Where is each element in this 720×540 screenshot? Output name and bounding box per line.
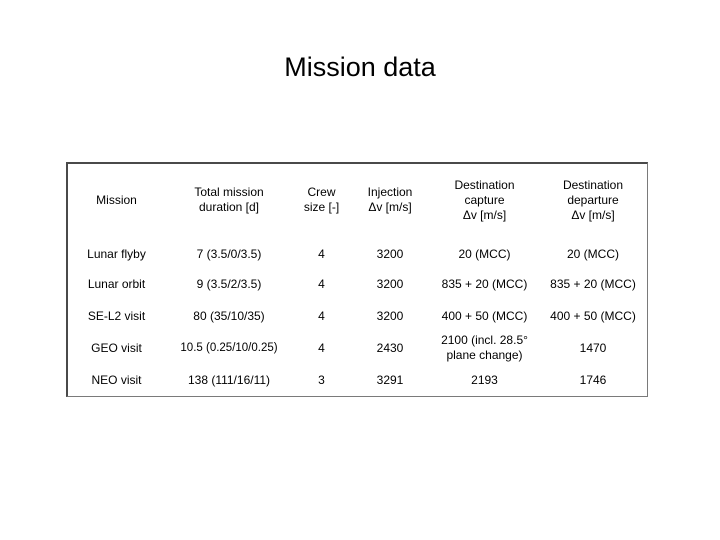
cell-mission: NEO visit: [91, 372, 142, 387]
cell-departure: 400 + 50 (MCC): [550, 308, 636, 323]
table-row: [68, 236, 647, 268]
cell-injection: 3200: [376, 276, 404, 291]
cell-capture: 400 + 50 (MCC): [441, 308, 528, 323]
header-mission: Mission: [96, 192, 137, 207]
cell-crew: 4: [318, 246, 325, 261]
cell-departure: 1746: [579, 372, 607, 387]
cell-injection: 2430: [376, 340, 404, 355]
cell-mission: Lunar orbit: [87, 276, 146, 291]
mission-table: [68, 164, 647, 396]
cell-capture: 2100 (incl. 28.5° plane change): [441, 333, 528, 362]
header-injection-dv: Injection Δv [m/s]: [367, 185, 413, 214]
cell-capture: 835 + 20 (MCC): [441, 276, 528, 291]
cell-injection: 3291: [376, 372, 404, 387]
table-header-row: [68, 164, 647, 236]
cell-duration: 7 (3.5/0/3.5): [196, 246, 262, 261]
cell-crew: 4: [318, 340, 325, 355]
slide-title: Mission data: [284, 52, 436, 82]
cell-injection: 3200: [376, 308, 404, 323]
cell-duration: 10.5 (0.25/10/0.25): [180, 341, 278, 354]
table-row: [68, 364, 647, 396]
cell-crew: 4: [318, 308, 325, 323]
cell-crew: 3: [318, 372, 325, 387]
cell-mission: SE-L2 visit: [87, 308, 146, 323]
cell-departure: 835 + 20 (MCC): [550, 276, 636, 291]
header-destination-departure-dv: Destination departure Δv [m/s]: [562, 177, 624, 222]
cell-departure: 1470: [579, 340, 607, 355]
cell-departure: 20 (MCC): [566, 246, 619, 261]
cell-capture: 2193: [471, 372, 498, 387]
header-total-mission-duration: Total mission duration [d]: [194, 185, 264, 214]
cell-mission: GEO visit: [91, 340, 142, 355]
cell-capture: 20 (MCC): [458, 246, 511, 261]
header-crew-size: Crew size [-]: [303, 185, 340, 214]
table-row: [68, 268, 647, 300]
cell-injection: 3200: [376, 246, 404, 261]
mission-data-table: [66, 162, 648, 397]
cell-duration: 138 (111/16/11): [187, 372, 271, 387]
cell-duration: 80 (35/10/35): [193, 308, 265, 323]
table-row: [68, 332, 647, 364]
header-destination-capture-dv: Destination capture Δv [m/s]: [454, 177, 515, 222]
cell-duration: 9 (3.5/2/3.5): [196, 276, 262, 291]
cell-mission: Lunar flyby: [87, 246, 146, 261]
table-row: [68, 300, 647, 332]
cell-crew: 4: [318, 276, 325, 291]
